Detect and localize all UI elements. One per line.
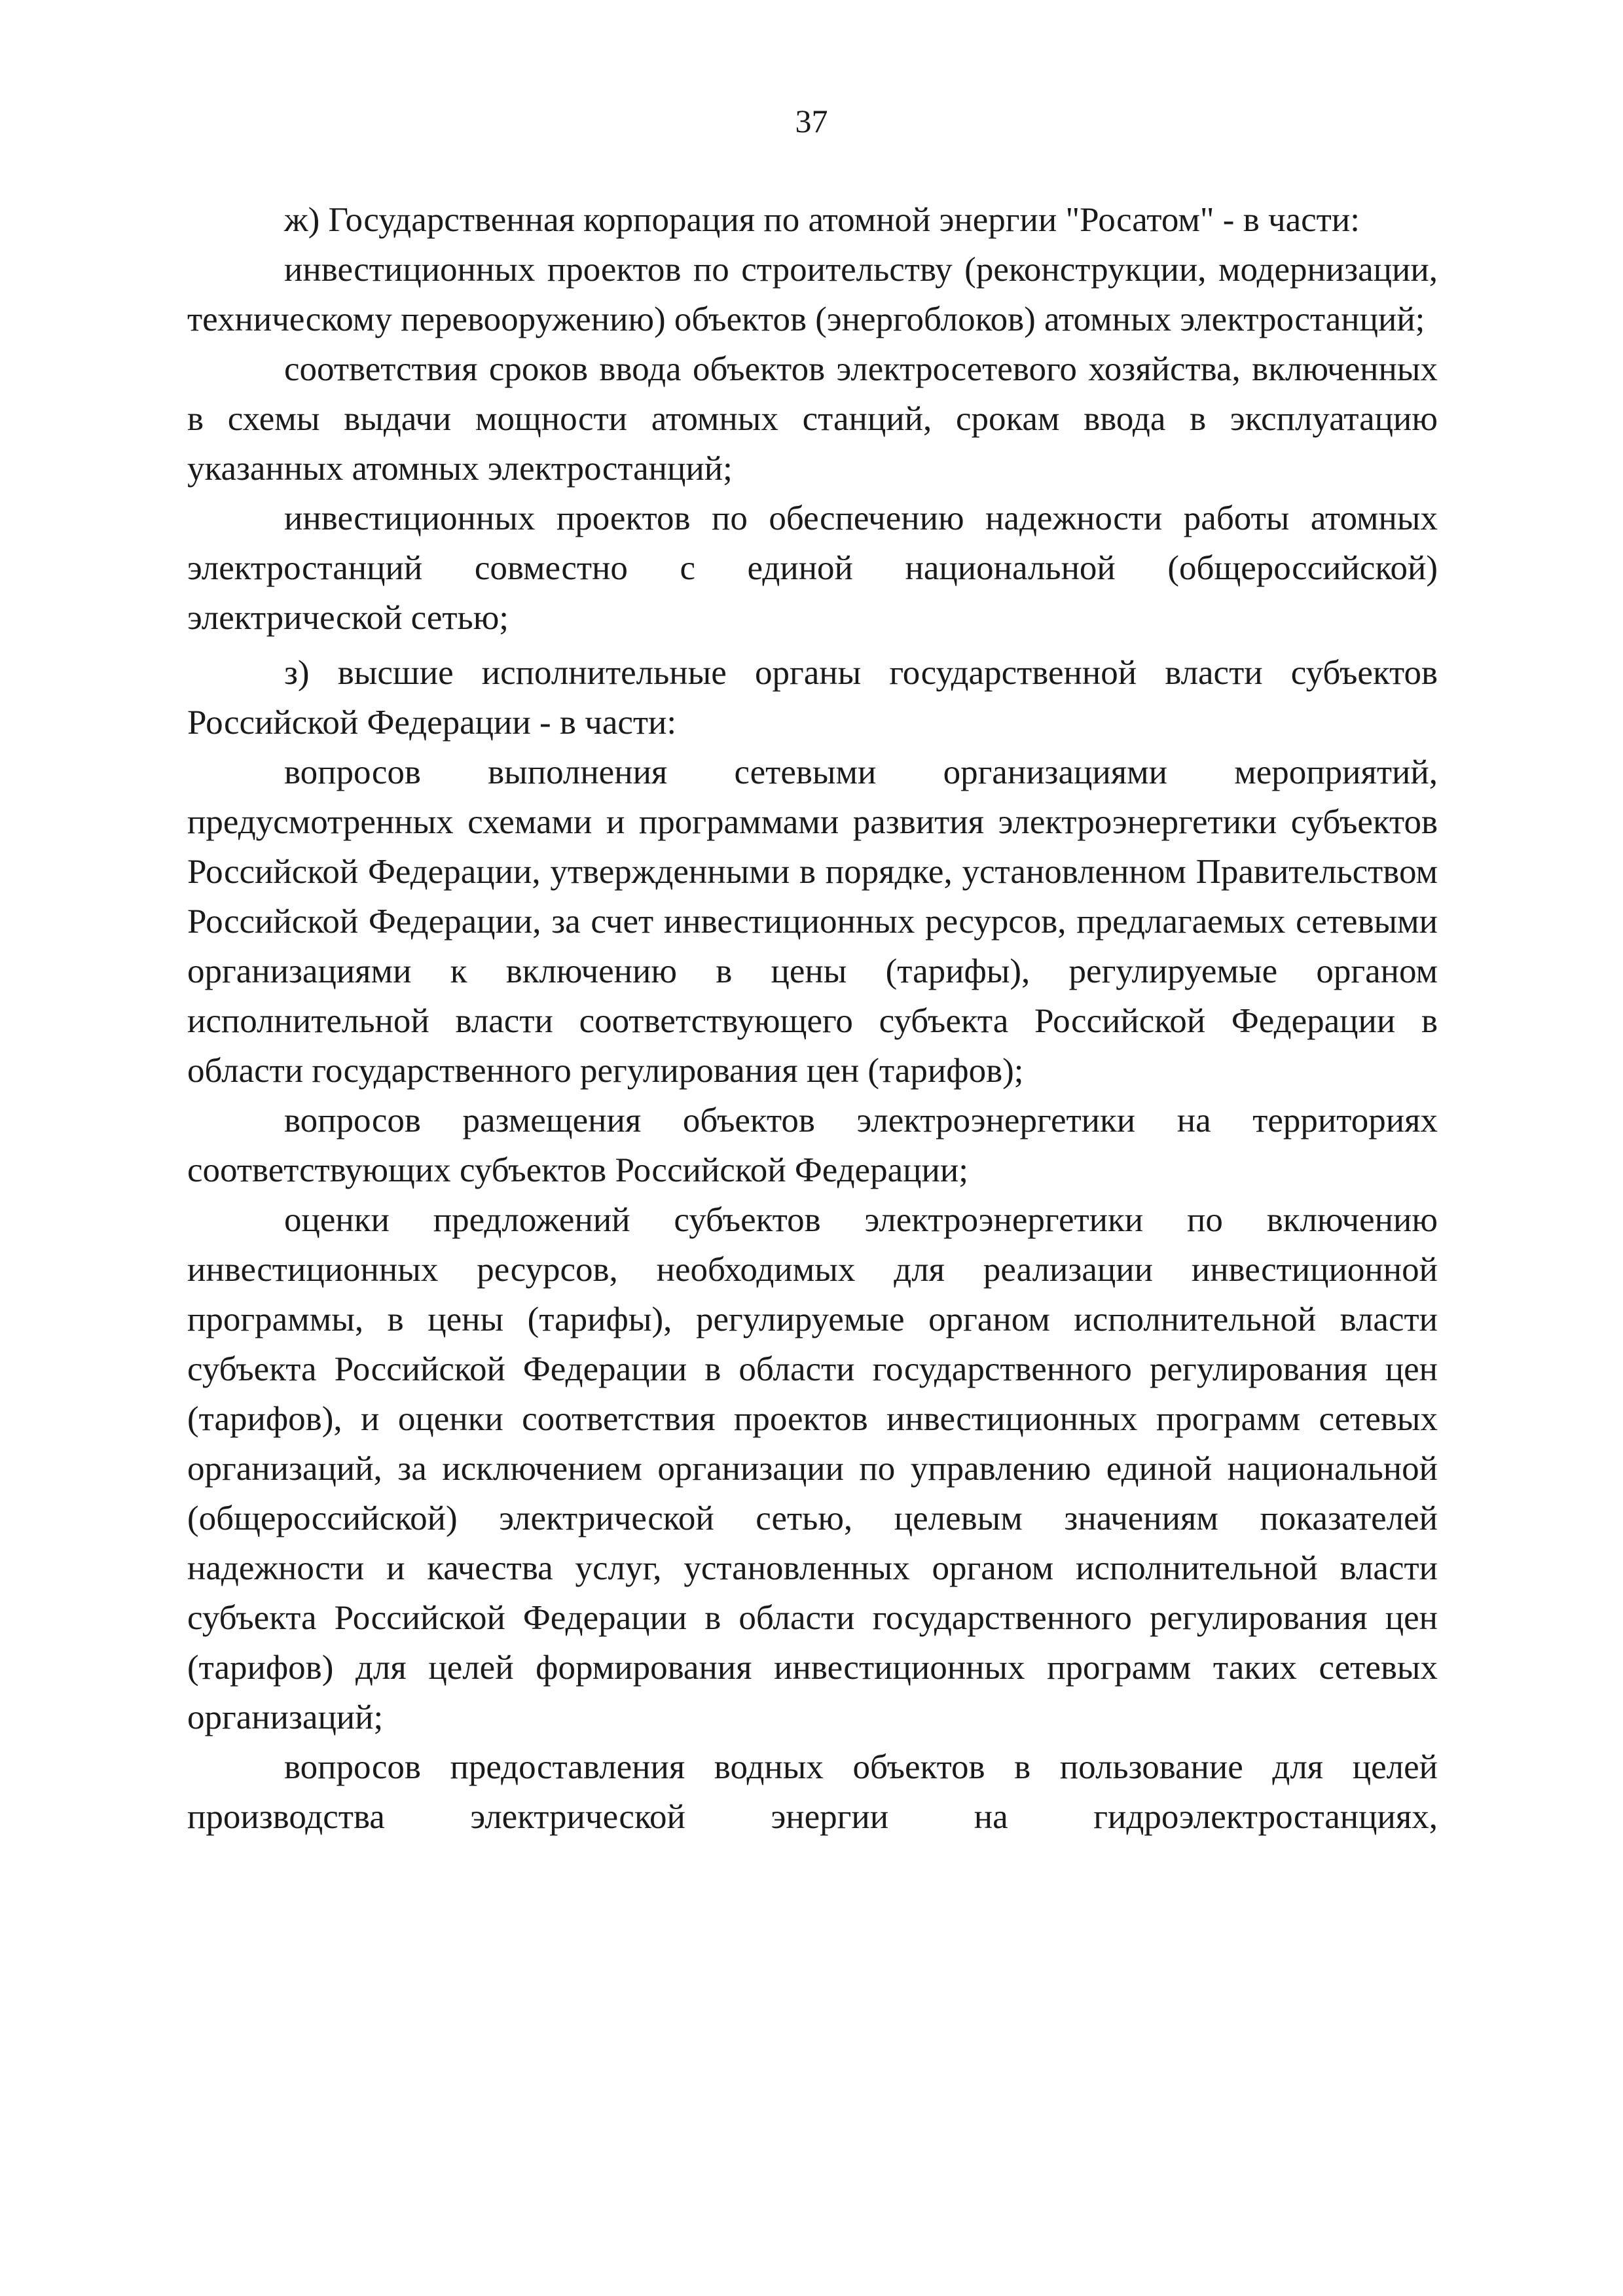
paragraph-reliability-projects: инвестиционных проектов по обеспечению надежности работы атомных электростанций совместно с единой национальной (общероссийской) электрической сетью; [187,499,1438,637]
paragraph-regional-authorities-heading: з) высшие исполнительные органы государственной власти субъектов Российской Федерации - в части: [187,654,1438,742]
page-number: 37 [795,103,828,139]
paragraph-rosatom-heading: ж) Государственная корпорация по атомной энергии "Росатом" - в части: [284,201,1360,239]
paragraph-grid-deadlines: соответствия сроков ввода объектов электросетевого хозяйства, включенных в схемы выдачи мощности атомных станций, срокам ввода в эксплуатацию указанных атомных электростанций; [187,350,1438,488]
paragraph-water-bodies: вопросов предоставления водных объектов в пользование для целей производства электрической энергии на гидроэлектростанциях, [187,1748,1438,1836]
document-body [187,195,1438,1842]
paragraph-investment-projects: инвестиционных проектов по строительству (реконструкции, модернизации, техническому перевооружению) объектов (энергоблоков) атомных электростанций; [187,251,1438,338]
paragraph-investment-evaluation: оценки предложений субъектов электроэнергетики по включению инвестиционных ресурсов, необходимых для реализации инвестиционной программы, в цены (тарифы), регулируемые органом исполнительной власти субъекта Российской Федерации в области государственного регулирования цен (тарифов), и оценки соответствия проектов инвестиционных программ сетевых организаций, за исключением организации по управлению единой национальной (общероссийской) электрической сетью, целевым значениям показателей надежности и качества услуг, установленных органом исполнительной власти субъекта Российской Федерации в области государственного регулирования цен (тарифов) для целей формирования инвестиционных программ таких сетевых организаций; [187,1201,1438,1736]
paragraph-network-measures: вопросов выполнения сетевыми организациями мероприятий, предусмотренных схемами и программами развития электроэнергетики субъектов Российской Федерации, утвержденными в порядке, установленном Правительством Российской Федерации, за счет инвестиционных ресурсов, предлагаемых сетевыми организациями к включению в цены (тарифы), регулируемые органом исполнительной власти соответствующего субъекта Российской Федерации в области государственного регулирования цен (тарифов); [187,753,1438,1090]
paragraph-facility-placement: вопросов размещения объектов электроэнергетики на территориях соответствующих субъектов Российской Федерации; [187,1102,1438,1189]
